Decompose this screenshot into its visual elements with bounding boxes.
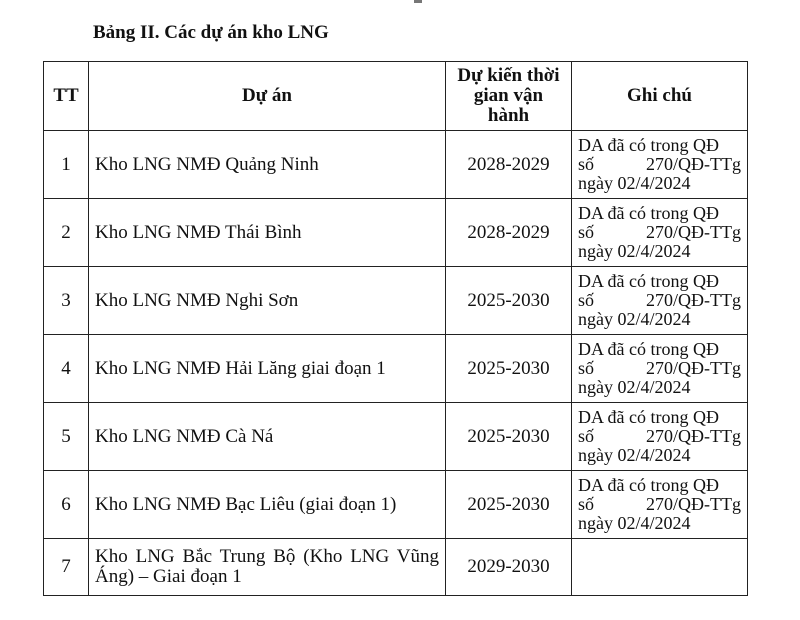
note-line: DA đã có trong QĐ [578, 135, 719, 155]
cell-project: Kho LNG NMĐ Thái Bình [89, 199, 446, 267]
cell-note [572, 539, 748, 596]
table-row [44, 471, 748, 539]
note-line: DA đã có trong QĐ [578, 339, 719, 359]
cell-project: Kho LNG Bắc Trung Bộ (Kho LNG Vũng Áng) – Giai đoạn 1 [89, 539, 446, 596]
cell-tt: 7 [44, 539, 89, 596]
cell-note [572, 403, 748, 471]
note-word: 270/QĐ-TTg [646, 290, 741, 310]
table-row [44, 539, 748, 596]
page-mark [414, 0, 422, 3]
note-word: số [578, 494, 595, 514]
cell-note [572, 335, 748, 403]
note-word: 270/QĐ-TTg [646, 222, 741, 242]
cell-project: Kho LNG NMĐ Nghi Sơn [89, 267, 446, 335]
cell-time: 2029-2030 [446, 539, 572, 596]
cell-note [572, 471, 748, 539]
cell-time: 2025-2030 [446, 471, 572, 539]
note-word: 270/QĐ-TTg [646, 426, 741, 446]
note-word: 270/QĐ-TTg [646, 358, 741, 378]
cell-tt: 3 [44, 267, 89, 335]
note-word: số [578, 154, 595, 174]
note-line [578, 495, 741, 514]
table-row [44, 335, 748, 403]
cell-tt: 4 [44, 335, 89, 403]
lng-projects-table [43, 61, 748, 596]
note-line: ngày 02/4/2024 [578, 445, 691, 465]
header-note: Ghi chú [572, 62, 748, 131]
cell-note [572, 131, 748, 199]
table-header-row [44, 62, 748, 131]
cell-tt: 1 [44, 131, 89, 199]
note-word: số [578, 290, 595, 310]
note-line: ngày 02/4/2024 [578, 513, 691, 533]
cell-tt: 2 [44, 199, 89, 267]
cell-time: 2025-2030 [446, 335, 572, 403]
cell-project: Kho LNG NMĐ Bạc Liêu (giai đoạn 1) [89, 471, 446, 539]
cell-project: Kho LNG NMĐ Quảng Ninh [89, 131, 446, 199]
cell-tt: 6 [44, 471, 89, 539]
note-word: số [578, 222, 595, 242]
note-line: ngày 02/4/2024 [578, 309, 691, 329]
note-line [578, 223, 741, 242]
note-word: số [578, 426, 595, 446]
note-line: DA đã có trong QĐ [578, 475, 719, 495]
header-project: Dự án [89, 62, 446, 131]
cell-time: 2025-2030 [446, 267, 572, 335]
note-line [578, 291, 741, 310]
cell-time: 2028-2029 [446, 131, 572, 199]
table-caption: Bảng II. Các dự án kho LNG [93, 22, 329, 43]
note-line: ngày 02/4/2024 [578, 173, 691, 193]
note-word: 270/QĐ-TTg [646, 154, 741, 174]
note-line [578, 427, 741, 446]
header-tt: TT [44, 62, 89, 131]
cell-time: 2028-2029 [446, 199, 572, 267]
note-line [578, 359, 741, 378]
cell-note [572, 199, 748, 267]
table-row [44, 199, 748, 267]
note-line: DA đã có trong QĐ [578, 271, 719, 291]
note-line [578, 155, 741, 174]
header-time: Dự kiến thời gian vận hành [446, 62, 572, 131]
cell-project: Kho LNG NMĐ Hải Lăng giai đoạn 1 [89, 335, 446, 403]
cell-note [572, 267, 748, 335]
note-word: số [578, 358, 595, 378]
note-line: ngày 02/4/2024 [578, 241, 691, 261]
note-word: 270/QĐ-TTg [646, 494, 741, 514]
note-line: DA đã có trong QĐ [578, 407, 719, 427]
table-row [44, 267, 748, 335]
cell-tt: 5 [44, 403, 89, 471]
cell-time: 2025-2030 [446, 403, 572, 471]
note-line: DA đã có trong QĐ [578, 203, 719, 223]
table-row [44, 403, 748, 471]
cell-project: Kho LNG NMĐ Cà Ná [89, 403, 446, 471]
note-line: ngày 02/4/2024 [578, 377, 691, 397]
table-row [44, 131, 748, 199]
